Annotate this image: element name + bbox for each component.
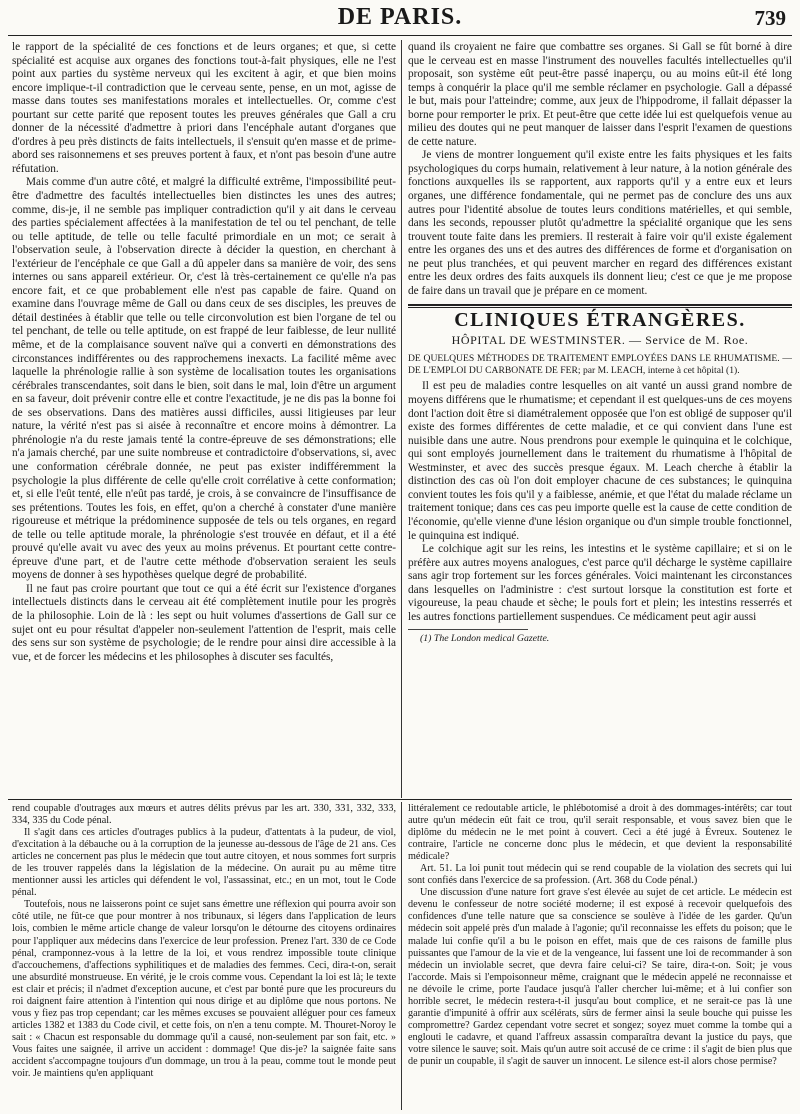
running-head — [0, 2, 800, 36]
paragraph: le rapport de la spécialité de ces fonctions et de leurs organes; et que, si cette spécialité est acquise aux organes des fonctions tout-à-fait physiques, elle ne l'est point aux parties du système nerveux qui les excitent à agir, et que bien moins encore implique-t-il contradiction que le cerveau sente, pense, en un mot, agisse de masse dans toutes ses manifestations morales et intellectuelles. Or, comme c'est pourtant sur cette parité que reposent toutes les preuves générales que Gall a cru donner de la nécessité d'admettre à priori dans l'encéphale autant d'organes que d'ordres à peu près distincts de faits intellectuels, il s'ensuit qu'en masse et de prime-abord ses raisonnemens et ses preuves portent à faux, et n'ont pas besoin d'une autre réfutation. — [12, 41, 396, 175]
column-divider — [401, 40, 402, 798]
header-rule — [8, 35, 792, 36]
page-number: 739 — [754, 6, 786, 30]
paragraph: rend coupable d'outrages aux mœurs et autres délits prévus par les art. 330, 331, 332, 333, 334, 335 du Code pénal. — [12, 803, 396, 827]
section-title: CLINIQUES ÉTRANGÈRES. — [454, 309, 746, 332]
paragraph: Je viens de montrer longuement qu'il existe entre les faits physiques et les faits psychologiques du corps humain, relativement à leur nature, à la notion générale des fonctions auxquelles ils se rapportent, aux rapports qu'il y a entre eux et leurs organes, une différence fondamentale, qui ne permet pas de conclure des uns aux autres pour l'identité absolue de toutes leurs conditions matérielles, et qui semble, dans les seconds, repousser plutôt qu'admettre la spécialité organique que les sens trouvent toute faite dans les premiers. Il resterait à faire voir qu'il existe également entre les organes des uns et des autres des différences de forme et d'organisation on ne peut plus tranchées, et qui peuvent marcher en regard des différences existant entre les deux ordres des faits auxquels ils donnent lieu; c'est ce que je me propose de faire dans un travail que je prépare en ce moment. — [408, 149, 792, 297]
hospital-heading: HÔPITAL DE WESTMINSTER. — Service de M. Roe. — [451, 332, 749, 347]
paragraph: Mais comme d'un autre côté, et malgré la difficulté extrême, l'impossibilité peut-être d'admettre des facultés intellectuelles bien distinctes les unes des autres; comme, dis-je, il ne semble pas impliquer contradiction qu'il y ait dans le cerveau des parties spécialement affectées à la manifestation de tel ou tel penchant, de telle ou telle aptitude, de telle ou telle faculté primordiale en un mot; ce serait à l'observation seule, à l'observation directe à décider la question, en cherchant à l'extérieur de l'encéphale ce que Gall a dû appeler dans sa manière de voir, des sens internes ou sans appareil extérieur. Or, c'est là très-certainement ce qu'elle n'a pas encore fait, et ce que probablement elle n'est pas capable de faire. Quand on examine dans l'ouvrage même de Gall ou dans ceux de ses disciples, les preuves de détail destinées à établir que telle ou telle circonvolution est bien l'organe de tel ou tel penchant, de telle ou telle aptitude, on est frappé de leur faiblesse, de leur nullité même, et de la complaisance souvent naïve qui a converti en démonstrations des circonstances indifférentes ou des rapprochemens inexacts. La facilité même avec laquelle la phrénologie rallie à son système de localisation toutes les organisations cérébrales transcendantes, soit dans le bien, soit dans le mal, loin d'être un argument en sa faveur, doit prévenir contre elle et contre l'exactitude, je ne dis pas la bonne foi de ses observations. Dans des matières aussi difficiles, aussi litigieuses par leur nature, la vérité n'est pas si aisée à reconnaître et encore moins à démontrer. La phrénologie n'a du reste jamais tenté la contre-épreuve de ses démonstrations; elle n'a jamais cherché, par une suite nombreuse et contradictoire d'observations, si, avec une conformation cérébrale donnée, ne peut pas exister indifféremment la psychologie la plus différente de celle qu'elle croit corrélative à cette conformation; et, si elle l'eût tenté, elle n'eût pas tardé, je crois, à se convaincre de l'insuffisance de ses prétentions. Toutes les fois, en effet, qu'on a cherché à constater d'une manière rigoureuse et métrique la prédominence supposée de tels ou tels organes, en regard de telle ou telle aptitude morale, la phrénologie s'est trouvée en défaut, et il a été prouvé qu'elle avait vu avec des yeux au moins prévenus. Et pourtant cette contre-épreuve d'une part, et de l'autre cette méthode d'observation seraient les seuls moyens de donner à ses hypothèses quelque degré de probabilité. — [12, 176, 396, 582]
paragraph: quand ils croyaient ne faire que combattre ses organes. Si Gall se fût borné à dire que le cerveau est en masse l'instrument des nouvelles facultés intellectuelles qu'il proposait, son système eût peut-être passé inaperçu, ou au moins eût-il été long temps à conquérir la place qu'il me semble réclamer en psychologie. Gall a dépassé le but, mais pour l'atteindre; comme, aux jeux de l'hippodrome, il fallait dépasser la borne pour remporter le prix. Et peut-être que cette idée lui est quelquefois venue au milieu des doutes qui ne peut manquer de laisser dans l'esprit l'examen de questions de cette nature. — [408, 41, 792, 148]
paragraph: Une discussion d'une nature fort grave s'est élevée au sujet de cet article. Le médecin est devenu le confesseur de notre société moderne; il est exposé à recevoir quelquefois des confidences d'une telle nature que sa conscience se soulève à l'idée de les garder. Qu'un médecin soit appelé près d'un malade à l'agonie; qu'il reconnaisse les effets du poison; que le malade lui confie qu'il a bu le poison en effet, mais que de ces raisons de famille plus puissantes que l'amour de la vie et de la vengeance, lui fassent une loi de recommander à son médecin un inviolable secret, que devra faire celui-ci? Se taire, dira-t-on. Soit; je vous l'accorde. Mais si l'empoisonneur même, craignant que le médecin appelé ne reconnaisse et ne dévoile le crime, porte l'audace jusqu'à l'aller chercher lui-même; et à lui confier son horrible secret, le médecin restera-t-il jusqu'au bout complice, et ne serait-ce pas là une garantie d'impunité à offrir aux scélérats, sûrs de fermer ainsi la seule bouche qui puisse les compromettre? Gardez cependant votre secret et songez; soyez muet comme la tombe qui a englouti le cadavre, et quand l'affreux assassin comparaîtra devant la justice du pays, que votre silence le sauve; soit. Mais qu'un autre soit accusé de ce crime : il s'agit de bien plus que de punir un coupable, il s'agit de sauver un innocent. Le silence est-il alors chose permise? — [408, 887, 792, 1067]
paragraph: Il est peu de maladies contre lesquelles on ait vanté un aussi grand nombre de moyens différens que le rhumatisme; et cependant il est quelques-uns de ces moyens dont l'action doit être si diamétralement opposée que l'on est obligé de supposer qu'il existe des formes différentes de cette maladie, et ce qui convient dans l'une est nuisible dans une autre. Nous prendrons pour exemple le quinquina et le colchique, qui sont employés journellement dans le traitement du rhumatisme à l'hôpital de Westminster, et avec des succès presque égaux. M. Leach cherche à établir la distinction des cas où l'on doit employer chacune de ces substances; le quinquina convient toutes les fois qu'il y a faiblesse, anémie, et que l'état du malade réclame un traitement tonique; dans ces cas peu importe quelle est la cause de cette condition de l'économie, qu'elle vienne d'une lésion organique ou d'un simple trouble fonctionnel, le quinquina est indiqué. — [408, 380, 792, 542]
paragraph: littéralement ce redoutable article, le phlébotomisé a droit à des dommages-intérêts; car tout autre qu'un médecin eût fait ce trou, qu'il serait responsable, et vous savez bien que le diplôme du médecin ne le met point à couvert. Ceci a été jugé à Évreux. Soutenez le contraire, l'article ne concerne donc plus le médecin, et que devient la responsabilité médicale? — [408, 803, 792, 863]
paragraph: Il s'agit dans ces articles d'outrages publics à la pudeur, d'attentats à la pudeur, de viol, d'excitation à la débauche ou à la corruption de la jeunesse au-dessous de l'âge de 21 ans. Ces articles ne concernent pas plus le médecin que tout autre citoyen, et nous sommes fort surpris de les trouver rappelés dans la législation de la médecine. On aurait pu au même titre mentionner aussi les articles qui défendent le vol, l'assassinat, etc.; en un mot, tout le Code pénal. — [12, 827, 396, 899]
paragraph: Il ne faut pas croire pourtant que tout ce qui a été écrit sur l'existence d'organes intellectuels distincts dans le cerveau ait été complètement inutile pour les progrès de la philosophie. Loin de là : les sept ou huit volumes d'assertions de Gall sur ce sujet ont eu pour résultat d'appeler non-seulement l'attention de l'esprit, mais celle des sens sur son système de psychologie; de le rendre pour ainsi dire accessible à la vue, et de forcer les médecins et les philosophes à discuter ses facultés, — [12, 582, 396, 663]
footnote-rule — [408, 629, 528, 630]
section-rule — [408, 304, 792, 308]
feuilleton-rule — [8, 799, 792, 800]
footnote: (1) The London medical Gazette. — [420, 633, 550, 645]
bottom-column-right — [408, 803, 792, 1108]
top-column-right — [408, 41, 792, 793]
paragraph: Toutefois, nous ne laisserons point ce sujet sans émettre une réflexion qui pourra avoir son côté utile, ne fût-ce que pour montrer à nos tribunaux, si légers dans l'application de leurs lois, combien le même article change de valeur lorsqu'on le détourne des citoyens ordinaires pour l'appliquer aux médecins dans l'exercice de leur profession. Prenez l'art. 330 de ce Code pénal, cramponnez-vous à la lettre de la loi, et vous rendrez impossible toute clinique d'accouchemens, d'affections syphilitiques et de maladies des femmes. Ceci, dira-t-on, serait une absurdité monstrueuse. En vérité, je le crois comme vous. Cependant la loi est là; le texte est clair et précis; il n'admet d'exception aucune, et c'est par bonté pure que les procureurs du roi daignent faire attention à l'intention qui nous dirige et au diplôme que nous portons. Ne vous y fiez pas trop cependant; car les mêmes excuses se pouvaient alléguer pour ces fameux articles 1382 et 1383 du Code civil, et cette fois, on n'en a tenu compte. M. Thouret-Noroy le sait : « Chacun est responsable du dommage qu'il a causé, non-seulement par son fait, etc. » Vous faites une saignée, il arrive un accident : dommage! Que dis-je? la saignée faite sans accident s'accompagne toujours d'un dommage, un trou à la peau, comme tout le monde peut voir. Je maintiens qu'en appliquant — [12, 899, 396, 1080]
bottom-column-left — [12, 803, 396, 1108]
paragraph: Le colchique agit sur les reins, les intestins et le système capillaire; et si on le préfère aux autres moyens analogues, c'est parce qu'il décharge le système capillaire sans agir trop fortement sur les forces générales. Voici maintenant les circonstances dans lesquelles on l'administre : c'est surtout lorsque la constitution est forte et vigoureuse, la peau chaude et sèche; le pouls fort et plein; les intestins resserrés et les autres fonctions partiellement suspendues. Ce médicament peut agir aussi — [408, 543, 792, 623]
paragraph: Art. 51. La loi punit tout médecin qui se rend coupable de la violation des secrets qui lui sont confiés dans l'exercice de sa profession. (Art. 368 du Code pénal.) — [408, 863, 792, 887]
article-title: DE QUELQUES MÉTHODES DE TRAITEMENT EMPLOYÉES DANS LE RHUMATISME. — DE L'EMPLOI DU CARBONATE DE FER; par M. LEACH, interne à cet hôpital (1). — [408, 353, 792, 376]
column-divider — [401, 802, 402, 1110]
running-title: DE PARIS. — [337, 4, 463, 30]
top-column-left — [12, 41, 396, 793]
